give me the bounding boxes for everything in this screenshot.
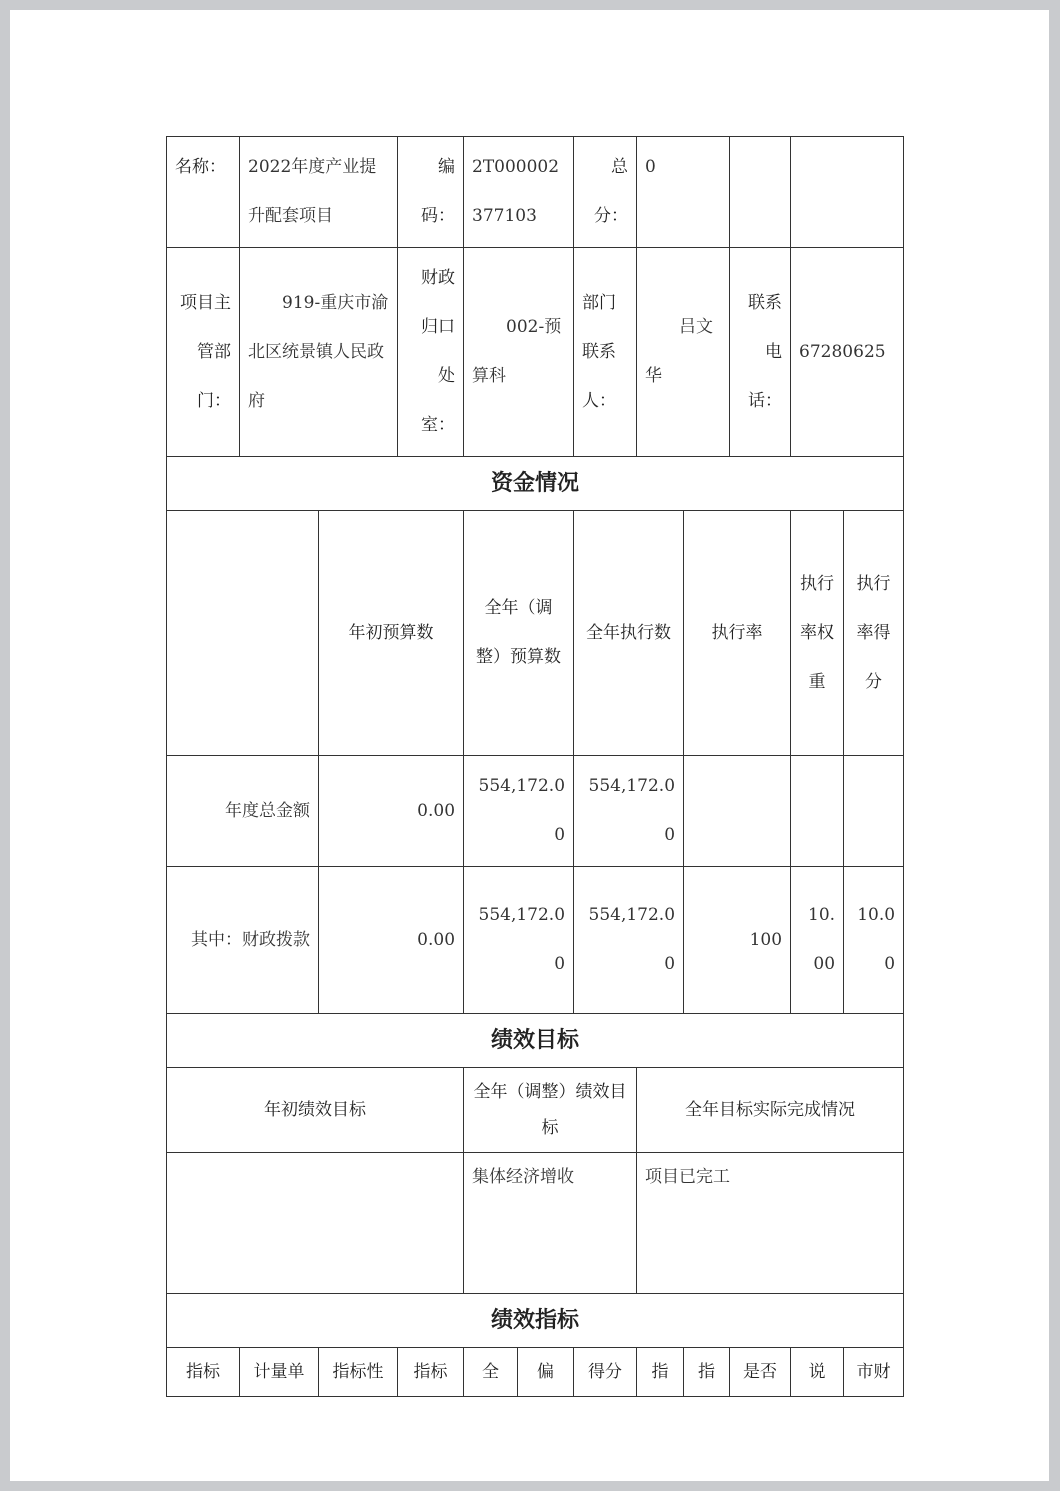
- finance-value: 002-预算科: [464, 248, 574, 457]
- finance-label: 财政归口处室：: [398, 248, 464, 457]
- indicator-header-cell: 指: [684, 1348, 730, 1397]
- indicator-header-cell: 市财: [844, 1348, 904, 1397]
- table-row: [167, 867, 904, 1014]
- contact-label: 部门联系人：: [574, 248, 637, 457]
- funds-header-cell: 执行率: [684, 511, 791, 756]
- funds-header-cell: 年初预算数: [319, 511, 464, 756]
- table-row: [167, 511, 904, 756]
- funds-cell: 年度总金额: [167, 756, 319, 867]
- table-row: [167, 1153, 904, 1294]
- funds-cell: 554,172.00: [464, 756, 574, 867]
- funds-header-cell: [167, 511, 319, 756]
- funds-cell: 其中：财政拨款: [167, 867, 319, 1014]
- goals-header-cell: 全年目标实际完成情况: [637, 1068, 904, 1153]
- table-row: [167, 1348, 904, 1397]
- funds-header-cell: 全年（调整）预算数: [464, 511, 574, 756]
- goals-header-cell: 年初绩效目标: [167, 1068, 464, 1153]
- indicator-header-cell: 指标: [167, 1348, 240, 1397]
- empty-cell: [791, 137, 904, 248]
- funds-section-title: 资金情况: [167, 457, 904, 511]
- table-row: [167, 756, 904, 867]
- phone-value: 67280625: [791, 248, 904, 457]
- funds-cell: [684, 756, 791, 867]
- funds-cell: 0.00: [319, 756, 464, 867]
- section-row: [167, 457, 904, 511]
- indicator-header-cell: 全: [464, 1348, 518, 1397]
- score-label: 总分：: [574, 137, 637, 248]
- indicator-header-cell: 说: [791, 1348, 844, 1397]
- goals-value-cell: [167, 1153, 464, 1294]
- section-row: [167, 1294, 904, 1348]
- indicator-header-cell: 指标性: [319, 1348, 398, 1397]
- funds-cell: [844, 756, 904, 867]
- dept-label: 项目主管部门：: [167, 248, 240, 457]
- funds-cell: [791, 756, 844, 867]
- funds-cell: 554,172.00: [464, 867, 574, 1014]
- indicator-header-cell: 偏: [518, 1348, 574, 1397]
- table-row: [167, 1068, 904, 1153]
- funds-cell: 10.00: [791, 867, 844, 1014]
- funds-header-cell: 执行率权重: [791, 511, 844, 756]
- table-row: [167, 137, 904, 248]
- score-value: 0: [637, 137, 730, 248]
- indicator-header-cell: 指标: [398, 1348, 464, 1397]
- funds-header-cell: 执行率得分: [844, 511, 904, 756]
- goals-header-cell: 全年（调整）绩效目标: [464, 1068, 637, 1153]
- code-label: 编码：: [398, 137, 464, 248]
- performance-table: [166, 136, 904, 1397]
- indicators-section-title: 绩效指标: [167, 1294, 904, 1348]
- indicator-header-cell: 指: [637, 1348, 684, 1397]
- empty-cell: [730, 137, 791, 248]
- name-value: 2022年度产业提升配套项目: [240, 137, 398, 248]
- dept-value: 919-重庆市渝北区统景镇人民政府: [240, 248, 398, 457]
- phone-label: 联系电话：: [730, 248, 791, 457]
- funds-cell: 554,172.00: [574, 756, 684, 867]
- contact-value: 吕文华: [637, 248, 730, 457]
- funds-cell: 100: [684, 867, 791, 1014]
- funds-cell: 554,172.00: [574, 867, 684, 1014]
- funds-cell: 0.00: [319, 867, 464, 1014]
- name-label: 名称：: [167, 137, 240, 248]
- table-row: [167, 248, 904, 457]
- section-row: [167, 1014, 904, 1068]
- funds-cell: 10.00: [844, 867, 904, 1014]
- indicator-header-cell: 计量单: [240, 1348, 319, 1397]
- indicator-header-cell: 得分: [574, 1348, 637, 1397]
- code-value: 2T000002377103: [464, 137, 574, 248]
- funds-header-cell: 全年执行数: [574, 511, 684, 756]
- goals-value-cell: 集体经济增收: [464, 1153, 637, 1294]
- goals-section-title: 绩效目标: [167, 1014, 904, 1068]
- document-page: [10, 10, 1049, 1481]
- indicator-header-cell: 是否: [730, 1348, 791, 1397]
- goals-value-cell: 项目已完工: [637, 1153, 904, 1294]
